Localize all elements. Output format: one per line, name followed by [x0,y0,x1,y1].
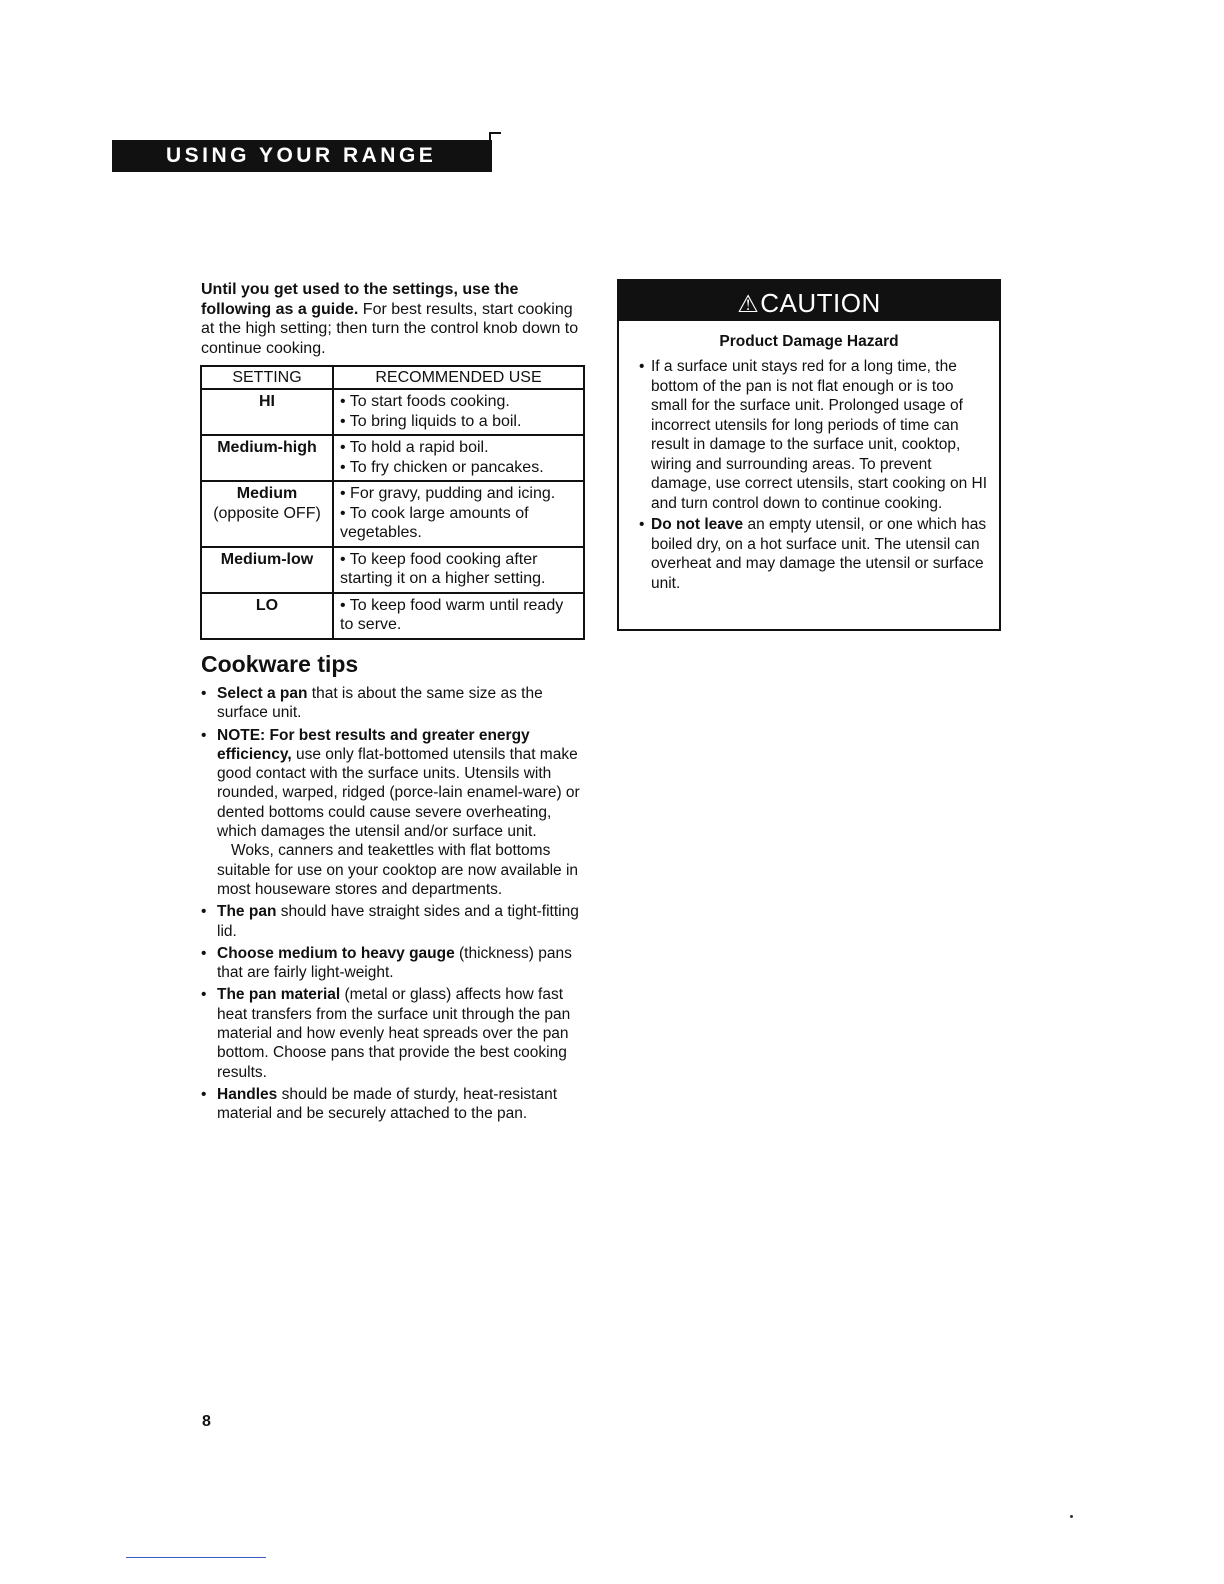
intro-bold: Until you get used to the settings, use the following as a guide. [201,281,519,318]
use-cell [333,435,584,481]
header-corner-mark-vertical [489,132,491,172]
intro-rest: For best results, start cooking at the high setting; then turn the control knob down to continue cooking. [201,300,579,357]
use-item: • To start foods cooking. [340,393,510,410]
use-cell [333,593,584,639]
caution-list [619,357,999,593]
section-header [112,140,492,172]
setting-label: Medium [236,485,298,502]
table-row [201,389,584,435]
use-cell [333,547,584,593]
use-item: • For gravy, pudding and icing. [340,485,556,502]
list-item: • The pan should have straight sides and a tight-fitting lid. [201,903,579,940]
setting-cell [201,435,333,481]
setting-cell [201,481,333,547]
list-item: • Choose medium to heavy gauge (thickness) pans that are fairly light-weight. [201,944,572,982]
section-header-title: USING YOUR RANGE [166,144,437,167]
use-item: • To keep food warm until ready to serve. [340,596,564,633]
setting-sublabel: (opposite OFF) [213,504,321,522]
caution-box [617,279,1001,631]
setting-cell [201,593,333,639]
cookware-tips-heading: Cookware tips [201,651,359,677]
list-item: • Do not leave an empty utensil, or one which has boiled dry, on a hot surface unit. The utensil can overheat and may damage the utensil or surface unit. [639,516,987,592]
scan-speck [1070,1515,1073,1518]
table-row [201,593,584,639]
setting-cell [201,389,333,435]
list-item: • Select a pan that is about the same size as the surface unit. [201,685,543,722]
list-item: • Handles should be made of sturdy, heat-resistant material and be securely attached to the pan. [201,1085,558,1123]
use-column-header: RECOMMENDED USE [333,366,584,389]
settings-table-header-row [201,366,584,389]
warning-triangle-icon: ⚠ [737,291,760,318]
setting-label: LO [255,596,279,614]
setting-label: Medium-low [220,550,314,568]
intro-paragraph [201,280,586,358]
table-row [201,435,584,481]
setting-label: Medium-high [217,439,317,456]
footer-rule [126,1557,266,1558]
cookware-tips-list [201,684,586,1127]
table-row [201,481,584,547]
use-cell [333,481,584,547]
settings-column-header: SETTING [201,366,333,389]
caution-title: CAUTION [760,288,881,318]
page-number: 8 [202,1413,211,1430]
setting-label: HI [259,393,275,410]
use-item: • To hold a rapid boil. [340,439,489,456]
list-item: • The pan material (metal or glass) affects how fast heat transfers from the surface unit through the pan material and how evenly heat spreads over the pan bottom. Choose pans that provide the best cooking results. [201,986,571,1081]
use-item: • To bring liquids to a boil. [340,412,522,430]
list-item: • If a surface unit stays red for a long time, the bottom of the pan is not flat enough or is too small for the surface unit. Prolonged usage of incorrect utensils for long periods of time can result in damage to the surface unit, cooktop, wiring and surrounding areas. To prevent damage, use correct utensils, start cooking on HI and turn control down to continue cooking. [639,358,987,512]
caution-header [619,281,999,321]
settings-table [200,365,585,640]
table-row [201,547,584,593]
use-item: • To keep food cooking after starting it on a higher setting. [340,550,546,587]
caution-subtitle: Product Damage Hazard [719,333,899,350]
note-extra-paragraph: Woks, canners and teakettles with flat bottoms suitable for use on your cooktop are now available in most houseware stores and departments. [217,842,579,898]
use-item: • To cook large amounts of vegetables. [340,504,529,541]
list-item: • NOTE: For best results and greater energy efficiency, use only flat-bottomed utensils that make good contact with the surface units. Utensils with rounded, warped, ridged (porce-lain enamel-ware) or dented bottoms could cause severe overheating, which damages the utensil and/or surface unit. Woks, canners and teakettles with flat bottoms suitable for use on your cooktop are now available in most houseware stores and departments. [201,726,586,900]
setting-cell [201,547,333,593]
use-cell [333,389,584,435]
use-item: • To fry chicken or pancakes. [340,458,544,476]
